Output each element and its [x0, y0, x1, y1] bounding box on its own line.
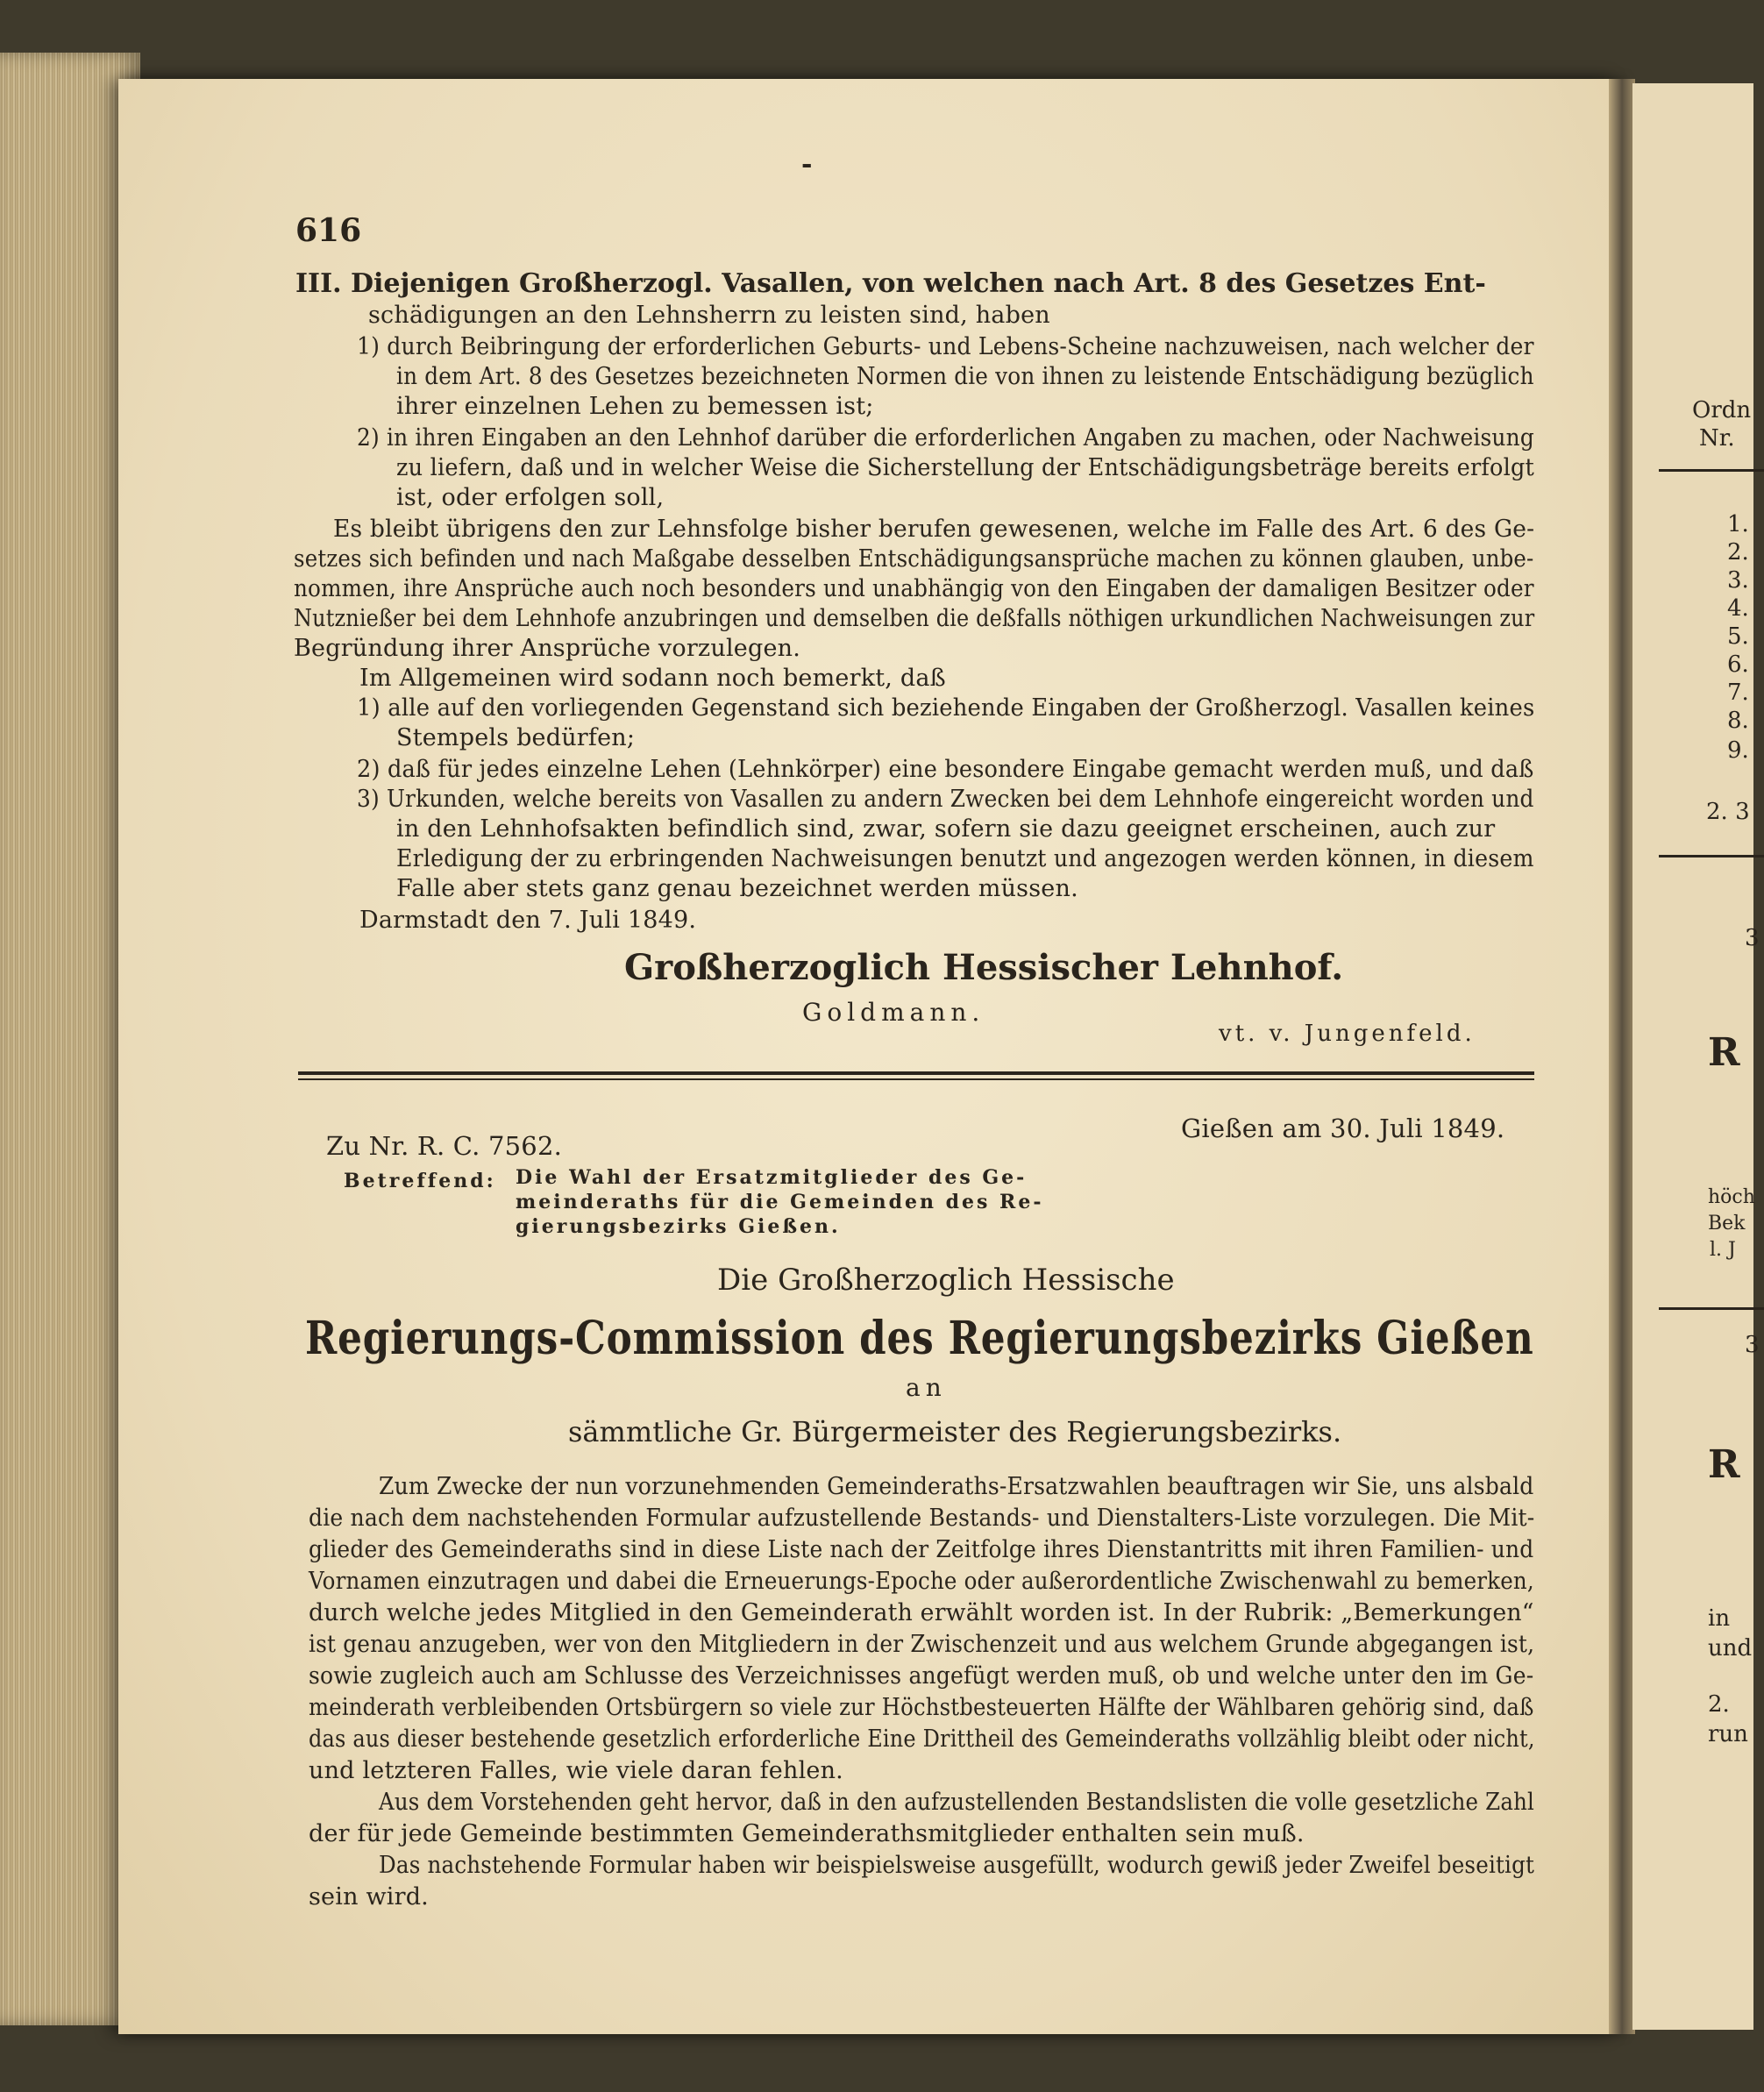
body-line: die nach dem nachstehenden Formular aufzustellende Bestands- und Dienstalters-Liste vorzulegen. Die Mit-: [309, 1505, 1535, 1532]
body-line: ist genau anzugeben, wer von den Mitgliedern in der Zwischenzeit und aus welchem Grunde abgegangen ist,: [309, 1631, 1535, 1658]
section-divider: [298, 1071, 1534, 1075]
signer-name: Goldmann.: [802, 998, 985, 1027]
body-line: sowie zugleich auch am Schlusse des Verzeichnisses angefügt werden muß, ob und welche unter den im Ge-: [309, 1662, 1534, 1690]
section1-line: Begründung ihrer Ansprüche vorzulegen.: [294, 635, 800, 662]
betreffend-label: Betreffend:: [344, 1170, 496, 1192]
next-page-text: 8.: [1727, 708, 1749, 734]
section-divider: [298, 1078, 1534, 1080]
section1-line: Erledigung der zu erbringenden Nachweisungen benutzt und angezogen werden können, in diesem: [396, 845, 1534, 872]
section1-line: nommen, ihre Ansprüche auch noch besonders und unabhängig von den Eingaben der damaligen Besitzer oder: [294, 575, 1534, 602]
body-line: Vornamen einzutragen und dabei die Erneuerungs-Epoche oder außerordentliche Zwischenwahl zu bemerken,: [309, 1568, 1534, 1595]
betreffend-line: Die Wahl der Ersatzmitglieder des Ge-: [516, 1166, 1028, 1189]
next-page-text: 2. 3: [1706, 799, 1750, 825]
heading-authority: Die Großherzoglich Hessische: [717, 1263, 1175, 1298]
next-page-text: Nr.: [1699, 425, 1735, 452]
top-mark: -: [801, 149, 813, 180]
section1-line: Falle aber stets ganz genau bezeichnet werden müssen.: [396, 875, 1078, 902]
section1-line: 2) in ihren Eingaben an den Lehnhof darüber die erforderlichen Angaben zu machen, oder Nachweisung: [357, 424, 1534, 452]
next-page-text: 3: [1745, 925, 1760, 951]
next-page-text: 2.: [1708, 1691, 1730, 1718]
section1-line: Nutznießer bei dem Lehnhofe anzubringen und demselben die deßfalls nöthigen urkundlichen Nachweisungen zur: [294, 605, 1535, 632]
section1-line: 1) alle auf den vorliegenden Gegenstand sich beziehende Eingaben der Großherzogl. Vasallen keines: [357, 694, 1535, 722]
body-line: sein wird.: [309, 1883, 429, 1911]
signer-name: vt. v. Jungenfeld.: [1219, 1021, 1476, 1047]
section1-line: zu liefern, daß und in welcher Weise die Sicherstellung der Entschädigungsbeträge bereits erfolgt: [396, 454, 1534, 481]
next-page-text: run: [1708, 1721, 1748, 1747]
body-line: glieder des Gemeinderaths sind in diese Liste nach der Zeitfolge ihres Dienstantritts mit ihren Familien- und: [309, 1536, 1534, 1563]
next-page-text: 3: [1745, 1332, 1760, 1358]
betreffend-line: gierungsbezirks Gießen.: [516, 1215, 841, 1238]
section1-line: Es bleibt übrigens den zur Lehnsfolge bisher berufen gewesenen, welche im Falle des Art. 6 des Ge-: [333, 516, 1535, 543]
next-page-text: 4.: [1727, 595, 1749, 622]
body-line: Das nachstehende Formular haben wir beispielsweise ausgefüllt, wodurch gewiß jeder Zweifel beseitigt: [379, 1852, 1535, 1879]
section1-line: setzes sich befinden und nach Maßgabe desselben Entschädigungsansprüche machen zu können glauben, unbe-: [294, 545, 1534, 573]
heading-an: an: [906, 1373, 947, 1402]
body-line: Aus dem Vorstehenden geht hervor, daß in den aufzustellenden Bestandslisten die volle gesetzliche Zahl: [379, 1789, 1535, 1816]
section1-date: Darmstadt den 7. Juli 1849.: [359, 907, 697, 934]
next-page-text: 5.: [1727, 623, 1749, 650]
section1-line: in den Lehnhofsakten befindlich sind, zwar, sofern sie dazu geeignet erscheinen, auch zur: [396, 815, 1496, 843]
page-number: 616: [295, 212, 362, 249]
section1-line: schädigungen an den Lehnsherrn zu leisten sind, haben: [368, 302, 1050, 329]
section1-line: 2) daß für jedes einzelne Lehen (Lehnkörper) eine besondere Eingabe gemacht werden muß, und daß: [357, 756, 1534, 783]
next-page-text: R: [1708, 1030, 1740, 1075]
next-page-text: 9.: [1727, 737, 1749, 764]
next-page-text: 7.: [1727, 680, 1749, 706]
next-page-text: 1.: [1727, 511, 1749, 537]
book-gutter: [1609, 79, 1635, 2034]
next-page-fragment: [1632, 83, 1760, 2030]
next-page-text: in: [1708, 1605, 1731, 1632]
section1-line: 1) durch Beibringung der erforderlichen Geburts- und Lebens-Scheine nachzuweisen, nach welcher der: [357, 333, 1534, 360]
next-page-text: 2.: [1727, 539, 1749, 566]
next-page-text: 3.: [1727, 567, 1749, 594]
section1-line: ist, oder erfolgen soll,: [396, 484, 665, 511]
section1-line: Stempels bedürfen;: [396, 724, 636, 751]
body-line: der für jede Gemeinde bestimmten Gemeinderathsmitglieder enthalten sein muß.: [309, 1820, 1305, 1847]
section1-line: Im Allgemeinen wird sodann noch bemerkt, daß: [359, 665, 946, 692]
next-page-text: Bek: [1708, 1213, 1746, 1235]
next-page-text: R: [1708, 1442, 1740, 1487]
section1-line: ihrer einzelnen Lehen zu bemessen ist;: [396, 393, 874, 420]
body-line: und letzteren Falles, wie viele daran fehlen.: [309, 1757, 843, 1784]
body-line: meinderath verbleibenden Ortsbürgern so viele zur Höchstbesteuerten Hälfte der Wählbaren gehörig sind, daß: [309, 1694, 1534, 1721]
next-page-text: höch: [1708, 1186, 1755, 1208]
section1-line: 3) Urkunden, welche bereits von Vasallen zu andern Zwecken bei dem Lehnhofe eingereicht worden und: [357, 786, 1534, 813]
heading-commission: Regierungs-Commission des Regierungsbezirks Gießen: [305, 1312, 1534, 1365]
next-page-text: l. J: [1710, 1239, 1736, 1261]
next-page-text: 6.: [1727, 651, 1749, 678]
section1-line: in dem Art. 8 des Gesetzes bezeichneten Normen die von ihnen zu leistende Entschädigung bezüglich: [396, 363, 1534, 390]
section1-line: III. Diejenigen Großherzogl. Vasallen, von welchen nach Art. 8 des Gesetzes Ent-: [295, 268, 1486, 299]
next-page-rule: [1659, 855, 1764, 857]
body-line: das aus dieser bestehende gesetzlich erforderliche Eine Drittheil des Gemeinderaths vollzählig bleibt oder nicht,: [309, 1726, 1535, 1753]
body-line: Zum Zwecke der nun vorzunehmenden Gemeinderaths-Ersatzwahlen beauftragen wir Sie, uns alsbald: [379, 1473, 1534, 1500]
next-page-text: Ordn: [1692, 397, 1752, 423]
reference-number: Zu Nr. R. C. 7562.: [326, 1131, 563, 1161]
heading-addressees: sämmtliche Gr. Bürgermeister des Regierungsbezirks.: [568, 1415, 1342, 1448]
betreffend-line: meinderaths für die Gemeinden des Re-: [516, 1191, 1044, 1213]
next-page-rule: [1659, 1307, 1764, 1310]
next-page-rule: [1659, 469, 1764, 472]
body-line: durch welche jedes Mitglied in den Gemeinderath erwählt worden ist. In der Rubrik: „Bemerkungen“: [309, 1599, 1534, 1626]
place-date: Gießen am 30. Juli 1849.: [1181, 1114, 1505, 1143]
next-page-text: und: [1708, 1635, 1753, 1662]
issuing-authority: Großherzoglich Hessischer Lehnhof.: [624, 947, 1344, 988]
